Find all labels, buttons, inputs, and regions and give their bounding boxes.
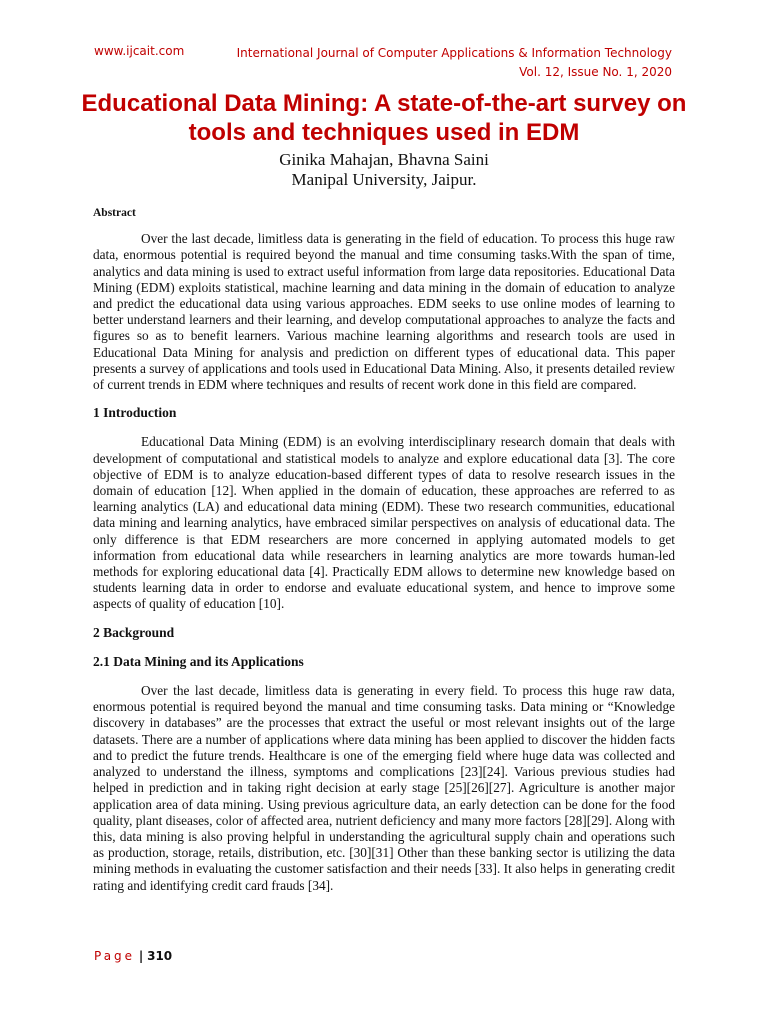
introduction-heading: 1 Introduction (93, 405, 177, 421)
journal-name: International Journal of Computer Applications & Information Technology (236, 46, 672, 60)
page-number: 310 (147, 949, 173, 963)
journal-website: www.ijcait.com (94, 44, 185, 58)
author-names: Ginika Mahajan, Bhavna Saini (279, 150, 489, 169)
author-block (80, 150, 688, 190)
journal-volume: Vol. 12, Issue No. 1, 2020 (519, 65, 672, 79)
page-footer (94, 949, 172, 963)
journal-header (237, 44, 672, 82)
abstract-text: Over the last decade, limitless data is generating in the field of education. To process this huge raw data, enormous potential is required beyond the manual and time consuming tasks.With the span of time, analytics and data mining is used to extract useful information from large data repositories. Educational Data Mining (EDM) exploits statistical, machine learning and data mining in the domain of education to analyze and predict the educational data using various approaches. EDM seeks to use online modes of learning to better understand learners and their learning, and develop computational approaches to analyze the facts and figures so as to benefit learners. Various machine learning algorithms and research tools are used in Educational Data Mining for analysis and prediction on different types of educational data. This paper presents a survey of applications and tools used in Educational Data Mining. Also, it presents detailed review of current trends in EDM where techniques and results of recent work done in this field are compared. (93, 231, 675, 393)
data-mining-text: Over the last decade, limitless data is generating in every field. To process this huge raw data, enormous potential is required beyond the manual and time consuming tasks. Data mining or “Knowledge discovery in databases” are the processes that extract the useful or most relevant insights out of the large datasets. There are a number of applications where data mining has been applied to discover the hidden facts and to predict the future trends. Healthcare is one of the emerging field where huge data was collected and analyzed to understand the illness, symptoms and complications [23][24]. Various previous studies had helped in prediction and in taking right decision at early stage [25][26][27]. Agriculture is another major application area of data mining. Using previous agriculture data, an early detection can be done for the food quality, plant diseases, color of affected area, nutrient deficiency and many more factors [28][29]. Along with this, data mining is also proving helpful in understanding the agricultural supply chain and operations such as production, storage, retails, distribution, etc. [30][31] Other than these banking sector is utilizing the data mining methods in evaluating the customer satisfaction and their needs [33]. It also helps in generating credit rating and identifying credit card frauds [34]. (93, 683, 675, 893)
paper-body (93, 205, 675, 894)
footer-separator: | (138, 949, 144, 963)
data-mining-subheading: 2.1 Data Mining and its Applications (93, 653, 304, 669)
abstract-label: Abstract (93, 207, 136, 219)
author-affiliation: Manipal University, Jaipur. (291, 170, 477, 189)
paper-title: Educational Data Mining: A state-of-the-art survey on tools and techniques used in EDM (81, 90, 687, 146)
page-label: Page (94, 949, 136, 963)
background-heading: 2 Background (93, 624, 175, 640)
introduction-text: Educational Data Mining (EDM) is an evolving interdisciplinary research domain that deals with development of computational and statistical models to analyze and explore educational data [3]. The core objective of EDM is to analyze education-based different types of data to resolve research issues in the domain of education [12]. When applied in the domain of education, these approaches are referred to as learning analytics (LA) and educational data mining (EDM). These two research communities, educational data mining and learning analytics, have embraced similar perspectives on analysis of educational data. The only difference is that EDM researchers are more concerned in applying automated models to get information from educational data while researchers in learning analytics are more towards human-led methods for exploring educational data [4]. Practically EDM allows to determine new knowledge based on students learning data in order to endorse and evaluate educational system, and hence to improve some aspects of quality of education [10]. (93, 434, 675, 612)
